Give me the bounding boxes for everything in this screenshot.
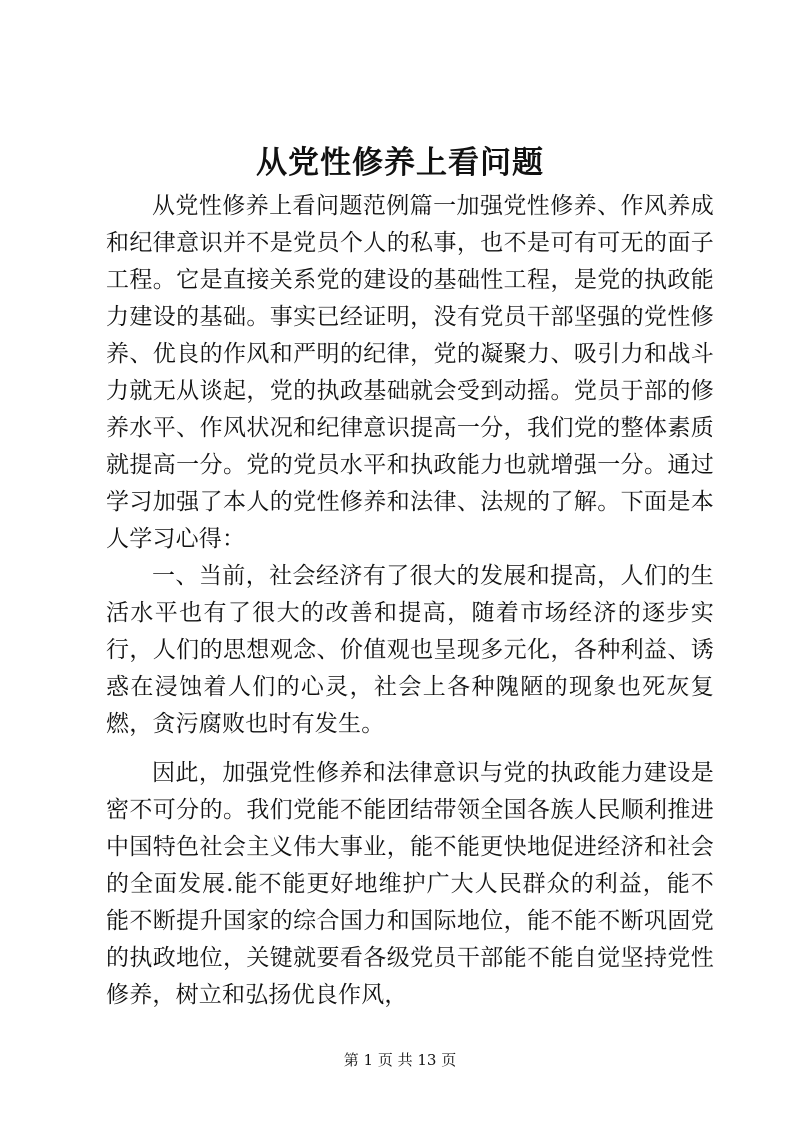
document-body <box>106 188 714 1014</box>
paragraph-2: 一、当前，社会经济有了很大的发展和提高，人们的生活水平也有了很大的改善和提高，随着市场经济的逐步实行，人们的思想观念、价值观也呈现多元化，各种利益、诱惑在浸蚀着人们的心灵，社会上各种隗陋的现象也死灰复燃，贪污腐败也时有发生。 <box>106 563 714 737</box>
page-number: 第 1 页 共 13 页 <box>343 1051 457 1069</box>
paragraph-3: 因此，加强党性修养和法律意识与党的执政能力建设是密不可分的。我们党能不能团结带领全国各族人民顺利推进中国特色社会主义伟大事业，能不能更快地促进经济和社会的全面发展.能不能更好地维护广大人民群众的利益，能不能不断提升国家的综合国力和国际地位，能不能不断巩固党的执政地位，关键就要看各级党员干部能不能自觉坚持党性修养，树立和弘扬优良作风， <box>106 760 714 1008</box>
document-title: 从党性修养上看问题 <box>256 145 544 181</box>
page-footer <box>0 1050 800 1070</box>
paragraph-1: 从党性修养上看问题范例篇一加强党性修养、作风养成和纪律意识并不是党员个人的私事，也不是可有可无的面子工程。它是直接关系党的建设的基础性工程，是党的执政能力建设的基础。事实已经证明，没有党员干部坚强的党性修养、优良的作风和严明的纪律，党的凝聚力、吸引力和战斗力就无从谈起，党的执政基础就会受到动摇。党员于部的修养水平、作风状况和纪律意识提高一分，我们党的整体素质就提高一分。党的党员水平和执政能力也就增强一分。通过学习加强了本人的党性修养和法律、法规的了解。下面是本人学习心得： <box>106 193 714 552</box>
